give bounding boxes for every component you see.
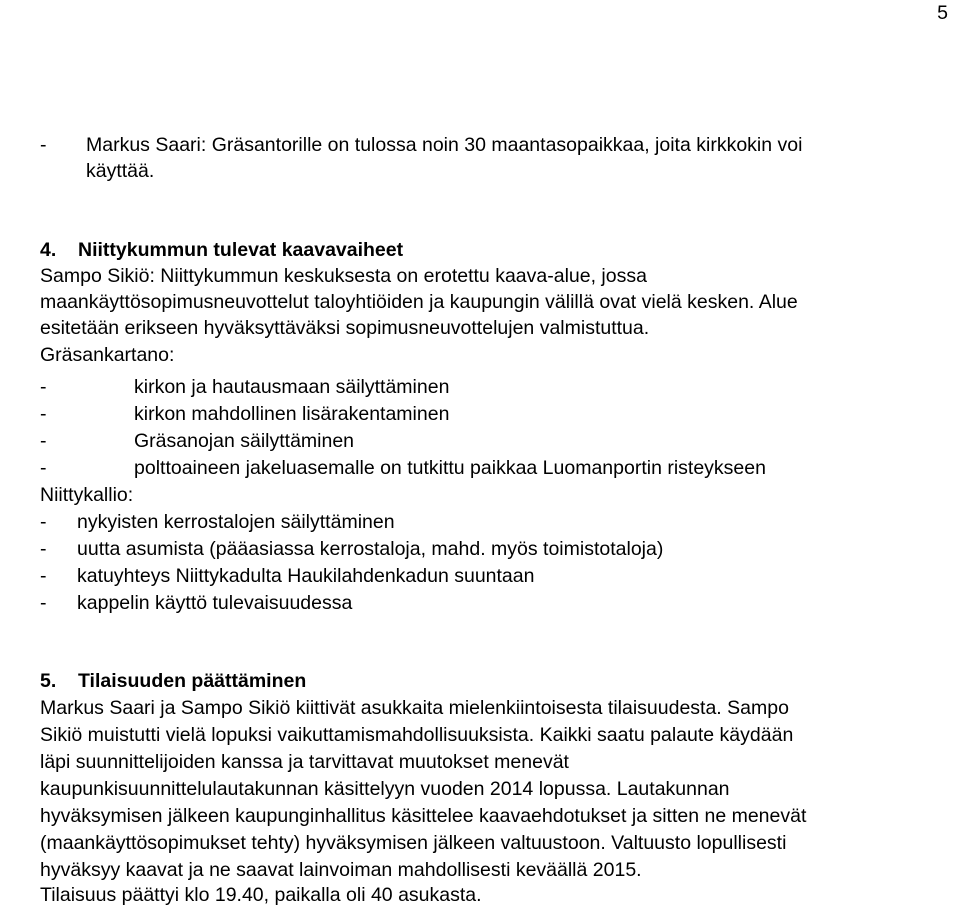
grasankartano-item: kirkon mahdollinen lisärakentaminen — [134, 403, 450, 425]
section-5-paragraph-line: hyväksymisen jälkeen kaupunginhallitus käsittelee kaavaehdotukset ja sitten ne menevät — [40, 805, 807, 827]
grasankartano-item: Gräsanojan säilyttäminen — [134, 430, 355, 452]
section-4-title: Niittykummun tulevat kaavavaiheet — [78, 239, 404, 261]
section-5-paragraph-line: kaupunkisuunnittelulautakunnan käsittelyyn vuoden 2014 lopussa. Lautakunnan — [40, 778, 730, 800]
section-4-paragraph-line: Sampo Sikiö: Niittykummun keskuksesta on erotettu kaava-alue, jossa — [40, 265, 647, 287]
section-4-heading — [40, 237, 403, 263]
section-4-paragraph-line: esitetään erikseen hyväksyttäväksi sopimusneuvottelujen valmistuttua. — [40, 317, 650, 339]
list-dash: - — [40, 376, 47, 398]
section-5-number: 5. — [40, 670, 57, 692]
list-dash: - — [40, 430, 47, 452]
list-dash: - — [40, 592, 47, 614]
grasankartano-item: polttoaineen jakeluasemalle on tutkittu paikkaa Luomanportin risteykseen — [134, 457, 766, 479]
section-5-paragraph-line: Markus Saari ja Sampo Sikiö kiittivät asukkaita mielenkiintoisesta tilaisuudesta. Sampo — [40, 697, 789, 719]
section-5-paragraph-line: Tilaisuus päättyi klo 19.40, paikalla oli 40 asukasta. — [40, 884, 482, 906]
niittykallio-item: katuyhteys Niittykadulta Haukilahdenkadun suuntaan — [77, 565, 535, 587]
grasankartano-item: kirkon ja hautausmaan säilyttäminen — [134, 376, 450, 398]
list-dash: - — [40, 457, 47, 479]
page-number: 5 — [937, 2, 948, 24]
section-4-paragraph-line: maankäyttösopimusneuvottelut taloyhtiöiden ja kaupungin välillä ovat vielä kesken. Alue — [40, 291, 798, 313]
niittykallio-item: kappelin käyttö tulevaisuudessa — [77, 592, 353, 614]
niittykallio-label: Niittykallio: — [40, 484, 134, 506]
grasankartano-label: Gräsankartano: — [40, 344, 175, 366]
list-dash: - — [40, 511, 47, 533]
section-5-paragraph-line: hyväksyy kaavat ja ne saavat lainvoiman mahdollisesti keväällä 2015. — [40, 859, 642, 881]
list-dash: - — [40, 565, 47, 587]
section-5-paragraph-line: (maankäyttösopimukset tehty) hyväksymisen jälkeen valtuustoon. Valtuusto lopullisesti — [40, 832, 787, 854]
niittykallio-item: uutta asumista (pääasiassa kerrostaloja, mahd. myös toimistotaloja) — [77, 538, 664, 560]
niittykallio-item: nykyisten kerrostalojen säilyttäminen — [77, 511, 395, 533]
section-4-number: 4. — [40, 239, 57, 261]
section-5-title: Tilaisuuden päättäminen — [78, 670, 307, 692]
list-dash: - — [40, 134, 47, 156]
section-5-heading — [40, 668, 306, 694]
section-5-paragraph-line: Sikiö muistutti vielä lopuksi vaikuttamismahdollisuuksista. Kaikki saatu palaute käydään — [40, 724, 794, 746]
list-dash: - — [40, 403, 47, 425]
list-dash: - — [40, 538, 47, 560]
intro-item-text-line1: Markus Saari: Gräsantorille on tulossa noin 30 maantasopaikkaa, joita kirkkokin voi — [86, 134, 803, 156]
intro-item-text-line2: käyttää. — [86, 160, 155, 182]
section-5-paragraph-line: läpi suunnittelijoiden kanssa ja tarvittavat muutokset menevät — [40, 751, 569, 773]
